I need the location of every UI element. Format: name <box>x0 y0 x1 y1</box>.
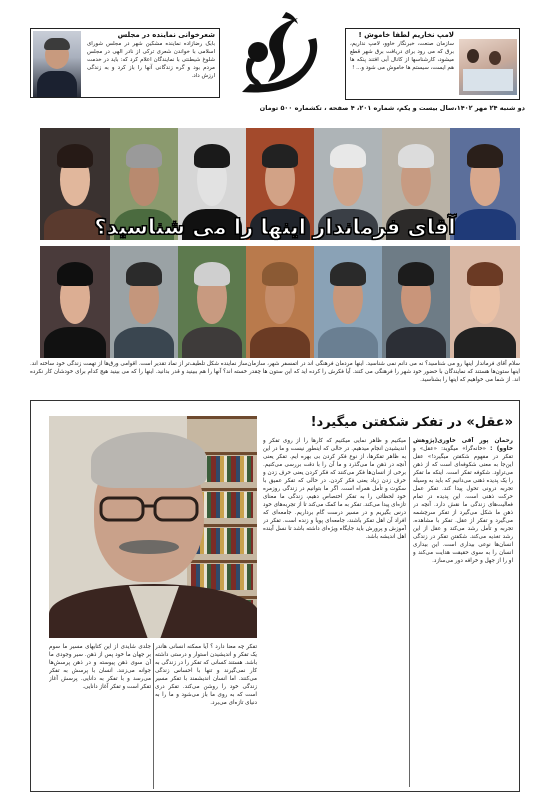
article-column-right <box>413 437 513 789</box>
article-title: «عقل» در تفکر شکفتن میگیرد! <box>310 415 513 430</box>
front-headline: آقای فرماندار اینها را می شناسید؟ <box>94 215 456 239</box>
article-column-bottom-middle: تفکر چه معنا دارد ؟ آیا ممکنه انسانی هاندر یک تفکر و اندیشیدن استوار و درستی داشته باشد. هستند کسانی که تفکر را در زندگی به کار نمی‌گیرند و تنها با احساس زندگی می‌کنند. اما انسان اندیشمند با تفکر مسیر زندگی خود را روشن می‌کند. تفکر دری است که به روی ما باز می‌شود و ما را به دنیای تازه‌ای می‌برد. <box>155 644 257 706</box>
article-column-middle: میکنیم و ظاهر نمایی میکنیم که کارها را از روی تفکر و اندیشیدن انجام میدهیم. در حالی که اینطور نیست و ما در این به ظاهر تفکرها، از نوع فکر کردن بی بهره ایم. تفکر یعنی آنچه در ذهن ما می‌گذرد و ما آن را با دقت بررسی می‌کنیم. برخی از انسان‌ها فکر می‌کنند که فکر کردن یعنی حرف زدن و حرف زدن زیاد یعنی فکر کردن. در حالی که تفکر عمیق با سکوت و تأمل همراه است. اگر ما بتوانیم در زندگی روزمره خود لحظاتی را به تفکر اختصاص دهیم، زندگی ما معنای تازه‌ای پیدا می‌کند. تفکر به ما کمک می‌کند تا از تجربه‌های خود درس بگیریم و در مسیر درست گام برداریم. جامعه‌ای که افراد آن اهل تفکر باشند، جامعه‌ای پویا و زنده است. تفکر در آموزش و پرورش باید جایگاه ویژه‌ای داشته باشد تا نسل آینده اهل اندیشه باشد. <box>263 438 406 540</box>
article-text-right: «خانه‌گرا» میگوید: «عقل» و تفکر در مفهوم شکفتن میگیرد!» عقل این‌جا به معنی شکوفه‌ای است که از ذهن می‌تراود. شکوفه تفکر است. اینکه ما تفکر را یک پدیده ذهنی می‌دانیم که باید به وسیله تجربه درونی تحول پیدا کند. تفکر عمل حرکت ذهنی است. این پدیده در تمام فعالیت‌های زندگی ما نقش دارد. آنچه در ذهن ما شکل می‌گیرد از تفکر سرچشمه می‌گیرد و تفکر از عقل. تفکر با مشاهده، تجربه و تأمل رشد می‌کند و عقل از این رشد تغذیه می‌کند. شکفتن تفکر در زندگی انسان‌ها نوعی بیداری است. این بیداری انسان را به سوی حقیقت هدایت می‌کند و او را از جهل و خرافه دور می‌سازد. <box>413 446 513 564</box>
portrait-grid <box>30 128 520 358</box>
mp-photo <box>33 31 81 97</box>
portrait-tile <box>178 246 246 358</box>
lamp-news-body: سازمان صنعت، خبرنگار خاوو، لامپ نداریم، برق که می رود برای دریافت برق شهر قطع میشود، کارشناسها از کانال آبی افتند پنکه ها هم ایست، سیستم ها خاموش می شود و... ! <box>350 41 454 71</box>
portrait-tile <box>40 246 110 358</box>
lamp-news-title: لامپ نخاریم لطفا خاموش ! <box>358 31 454 39</box>
issue-info: دو شنبه ۲۴ مهر ۱۴۰۲،سال بیست و یکم، شماره ۲۰۱، ۴ صفحه ، تکشماره ۵۰۰ تومان <box>259 104 525 112</box>
article-author: رحمان پور آقی خاوری(پژوهش خاوو) : <box>413 438 513 452</box>
mp-poetry-title: شعرخوانی نماینده در مجلس <box>117 31 215 39</box>
mp-poetry-body: بابک رضازاده نماینده مشکین شهر در مجلس شورای اسلامی با خواندن شعری ترکی از نادر الهی در مجلس شلوغ شیطنتی با نمایندگان اعلام کرد که: باید در خدمت مردم بود و گره زندگانی آنها را باز کرد و به زندگی ارزش داد. <box>87 41 215 79</box>
masthead <box>0 0 548 118</box>
lamp-news-box <box>345 28 520 100</box>
author-photo <box>49 416 257 638</box>
portrait-tile <box>382 246 450 358</box>
portrait-tile <box>450 246 520 358</box>
mp-poetry-box <box>30 28 220 98</box>
newspaper-logo <box>228 8 336 100</box>
intro-paragraph: سلام آقای فرماندار اینها رو می شناسید؟ نه می دانم نمی شناسید. اینها مردمان فرهنگی اند در اتمسفر شهر، سازمان‌ساز نماینده شکل تلطیف‌تر از نماد تقدیر است. اقوامی ورق‌ها از تهمت زندگی خود ساخته اند. اینها ستون‌ها هستند که نمایندگان با حضور خود شهر را فرهنگی می کنند. آیا فکرش را کرده اید که این ستون ها چقدر خسته اند؟ آنها را هم ببینید و قدر بدانید. اینها را که می بینید هیچ کدام برای خودشان کار نکرده اند. از شما می خواهیم که اینها را بشناسید. <box>30 361 520 383</box>
portrait-tile <box>110 246 178 358</box>
lamp-news-photo <box>459 39 517 95</box>
portrait-tile <box>314 246 382 358</box>
article-column-bottom-left: جلدی شایدی از این کتابهای مسیر ما سوم بر جهان ما خود پس از ذهن. سیر وجودی ما آن سوی ذهن پیوسته و در ذهن پرسش‌ها جوانه می‌زنند. انسان با پرسش به تفکر می‌رسد و با تفکر به دانایی. پرسش آغاز تفکر است و تفکر آغاز دانایی. <box>49 644 151 690</box>
portrait-tile <box>246 246 314 358</box>
main-article <box>30 400 520 792</box>
